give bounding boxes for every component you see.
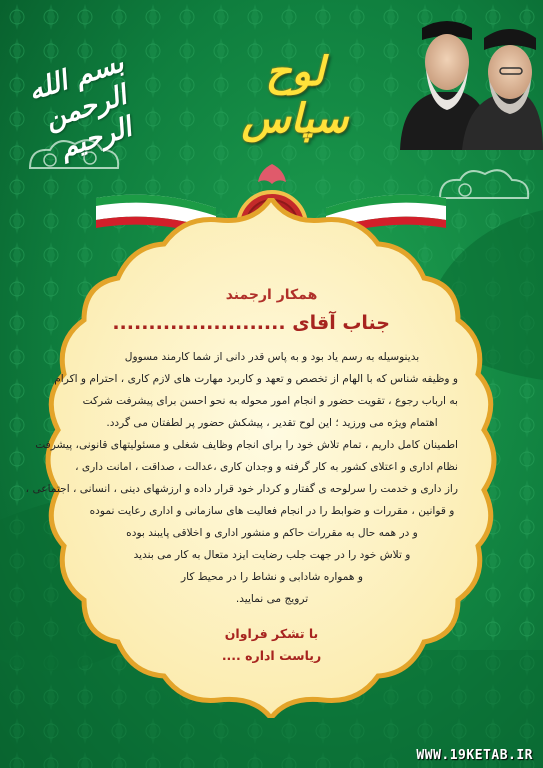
letter-line: و وظیفه شناس که با الهام از تخصص و تعهد و کاربرد مهارت های لازم کاری ، احترام و اکرام [54,373,458,385]
letter-line: به ارباب رجوع ، تقویت حضور و انجام امور محوله به نحو احسن برای پیشرفت شرکت [82,395,458,407]
letter-line: راز داری و خدمت را سرلوحه ی گفتار و کردار خود قرار داده و ارزشهای دینی ، انسانی ، اجتماعی ، [25,483,458,495]
letter-line: اهتمام ویژه می ورزید ؛ این لوح تقدیر ، پیشکش حضور پر لطفتان می گردد. [106,417,438,429]
page-title: لوح سپاس [241,48,349,142]
letter-body [25,346,458,610]
closing-thanks: با تشکر فراوان [224,626,319,641]
salutation-line [110,312,390,334]
letter-line: و قوانین ، مقررات و ضوابط را در انجام فعالیت های سازمانی و اداری رعایت نموده [89,505,455,517]
site-watermark: WWW.19KETAB.IR [416,748,533,763]
letter-line: و تلاش خود را در جهت جلب رضایت ایزد متعال به کار می بندید [133,549,411,561]
letter-line: بدینوسیله به رسم یاد بود و به پاس قدر دانی از شما کارمند مسوول [124,351,420,363]
letter-line: نظام اداری و اعتلای کشور به کار گرفته و وجدان کاری ،عدالت ، صداقت ، امانت داری ، [75,461,458,473]
name-placeholder-dots: ........................ [112,312,286,334]
letter-line: و همواره شادابی و نشاط را در محیط کار [181,571,363,583]
letter-line: ترویج می نمایید. [235,593,309,605]
salutation-label: جناب آقای [292,312,390,334]
letter-line: اطمینان کامل داریم ، تمام تلاش خود را برای انجام وظایف شغلی و مسئولیتهای قانونی، پیشرفت [35,439,458,451]
closing-signature: ریاست اداره .... [221,648,322,663]
bismillah-calligraphy: بسم الله الرحمن الرحیم [24,47,136,165]
dedication-heading: همکار ارجمند [225,287,318,303]
portraits-image [392,10,543,150]
letter-line: و در همه حال به مقررات حاکم و منشور اداری و اخلاقی پایبند بوده [126,527,418,539]
